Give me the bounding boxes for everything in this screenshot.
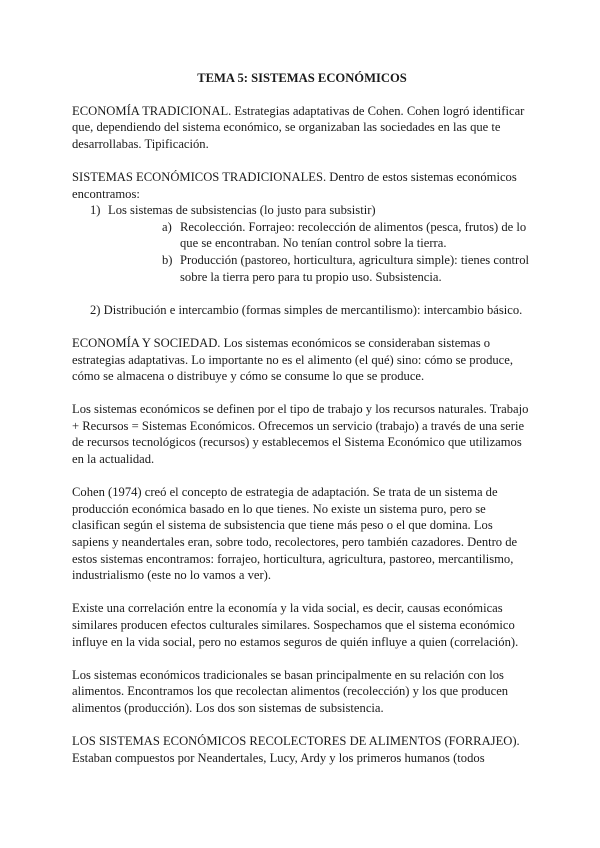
- list-item: [108, 219, 532, 252]
- paragraph-economia-tradicional: ECONOMÍA TRADICIONAL. Estrategias adaptativas de Cohen. Cohen logró identificar que, dependiendo del sistema económico, se organizaban las sociedades en las que te desarrollabas. Tipificación.: [72, 103, 525, 151]
- list-item: [108, 252, 532, 285]
- list-marker: a): [162, 219, 172, 234]
- paragraph-sistemas-tradicionales: SISTEMAS ECONÓMICOS TRADICIONALES. Dentro de estos sistemas económicos encontramos:: [72, 169, 517, 201]
- paragraph-distribucion: 2) Distribución e intercambio (formas simples de mercantilismo): intercambio básico.: [90, 302, 523, 317]
- paragraph-alimentos: Los sistemas económicos tradicionales se basan principalmente en su relación con los alimentos. Encontramos los que recolectan alimentos (recolección) y los que producen alimentos (producción). Los dos son sistemas de subsistencia.: [72, 667, 509, 715]
- paragraph-economia-sociedad: ECONOMÍA Y SOCIEDAD. Los sistemas económicos se consideraban sistemas o estrategias adaptativas. Lo importante no es el alimento (el qué) sino: cómo se produce, cómo se almacena o distribuye y cómo se consume lo que se produce.: [72, 335, 513, 384]
- list-marker: b): [162, 252, 173, 267]
- subsistence-list: [72, 202, 532, 285]
- paragraph-correlacion: Existe una correlación entre la economía y la vida social, es decir, causas económicas similares producen efectos culturales similares. Sospechamos que el sistema económico influye en la vida social, pero no estamos seguros de quién influye a quien (correlación).: [72, 601, 519, 649]
- list-item-text: Producción (pastoreo, horticultura, agricultura simple): tienes control sobre la tierra pero para tu propio uso. Subsistencia.: [180, 252, 530, 284]
- paragraph-cohen: Cohen (1974) creó el concepto de estrategia de adaptación. Se trata de un sistema de producción económica basado en lo que tienes. No existe un sistema puro, pero se clasifican según el sistema de subsistencia que tiene más peso o el que domina. Los sapiens y neandertales eran, sobre todo, recolectores, pero también cazadores. Dentro de estos sistemas encontramos: forrajeo, horticultura, agricultura, pastoreo, mercantilismo, industrialismo (este no lo vamos a ver).: [72, 485, 518, 583]
- list-item: [72, 202, 532, 285]
- list-item-text: Recolección. Forrajeo: recolección de alimentos (pesca, frutos) de lo que se encontraban. No tenían control sobre la tierra.: [180, 219, 527, 251]
- sub-list: [108, 219, 532, 285]
- paragraph-definicion-sistemas: Los sistemas económicos se definen por el tipo de trabajo y los recursos naturales. Trabajo + Recursos = Sistemas Económicos. Ofrecemos un servicio (trabajo) a través de una serie de recursos tecnológicos (recursos) y establecemos el Sistema Económico que utilizamos en la actualidad.: [72, 402, 529, 467]
- list-marker: 1): [90, 203, 101, 218]
- list-item-text: Los sistemas de subsistencias (lo justo para subsistir): [108, 203, 376, 218]
- document-page: [72, 70, 532, 766]
- page-title: TEMA 5: SISTEMAS ECONÓMICOS: [197, 71, 407, 85]
- paragraph-forrajeo: LOS SISTEMAS ECONÓMICOS RECOLECTORES DE ALIMENTOS (FORRAJEO). Estaban compuestos por Neandertales, Lucy, Ardy y los primeros humanos (todos: [72, 734, 520, 765]
